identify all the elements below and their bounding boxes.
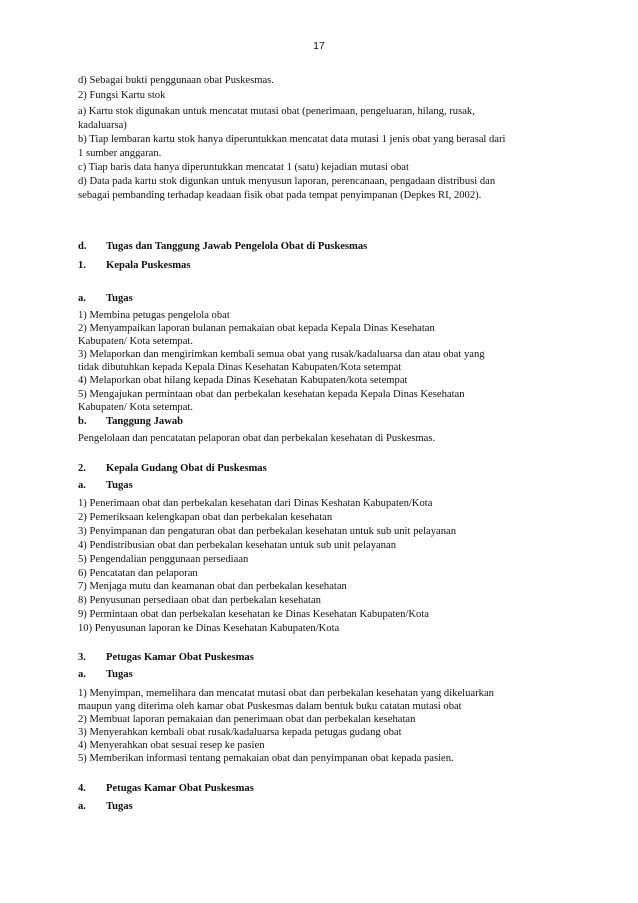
- list-item: 4) Melaporkan obat hilang kepada Dinas Kesehatan Kabupaten/kota setempat: [78, 375, 408, 386]
- text-line: d) Sebagai bukti penggunaan obat Puskesmas.: [78, 75, 274, 86]
- subsection-heading: 2. Kepala Gudang Obat di Puskesmas: [78, 463, 267, 474]
- list-item: 8) Penyusunan persediaan obat dan perbekalan kesehatan: [78, 595, 321, 606]
- text-line: d) Data pada kartu stok digunkan untuk menyusun laporan, perencanaan, pengadaan distribusi dan: [78, 176, 496, 187]
- list-item: 1) Menyimpan, memelihara dan mencatat mutasi obat dan perbekalan kesehatan yang dikeluarkan: [78, 688, 494, 699]
- subsection-title: Kepala Gudang Obat di Puskesmas: [106, 463, 267, 474]
- subheading-tugas: a. Tugas: [78, 480, 133, 491]
- list-item: 1) Penerimaan obat dan perbekalan kesehatan dari Dinas Keshatan Kabupaten/Kota: [78, 498, 433, 509]
- list-item: 2) Menyampaikan laporan bulanan pemakaian obat kepada Kepala Dinas Kesehatan: [78, 323, 435, 334]
- subsection-title: Petugas Kamar Obat Puskesmas: [106, 783, 254, 794]
- section-title: Tugas dan Tanggung Jawab Pengelola Obat di Puskesmas: [106, 241, 368, 252]
- list-item: 2) Membuat laporan pemakaian dan penerimaan obat dan perbekalan kesehatan: [78, 714, 416, 725]
- page-number: 17: [313, 40, 325, 52]
- subsection-title: Petugas Kamar Obat Puskesmas: [106, 652, 254, 663]
- list-item: 5) Memberikan informasi tentang pemakaian obat dan penyimpanan obat kepada pasien.: [78, 753, 454, 764]
- list-item: 7) Menjaga mutu dan keamanan obat dan perbekalan kesehatan: [78, 581, 347, 592]
- text-line: 1 sumber anggaran.: [78, 148, 162, 159]
- list-item: 4) Menyerahkan obat sesuai resep ke pasien: [78, 740, 265, 751]
- text-line: a) Kartu stok digunakan untuk mencatat mutasi obat (penerimaan, pengeluaran, hilang, rusak,: [78, 106, 475, 117]
- list-item-cont: tidak dibutuhkan kepada Kepala Dinas Kesehatan Kabupaten/Kota setempat: [78, 362, 402, 373]
- list-item: 5) Mengajukan permintaan obat dan perbekalan kesehatan kepada Kepala Dinas Kesehatan: [78, 389, 465, 400]
- text-line: kadaluarsa): [78, 120, 127, 131]
- list-item: 3) Melaporkan dan mengirimkan kembali semua obat yang rusak/kadaluarsa dan atau obat yang: [78, 349, 485, 360]
- list-item: 3) Penyimpanan dan pengaturan obat dan perbekalan kesehatan untuk sub unit pelayanan: [78, 526, 457, 537]
- list-item: 9) Permintaan obat dan perbekalan kesehatan ke Dinas Kesehatan Kabupaten/Kota: [78, 609, 429, 620]
- list-item: 5) Pengendalian penggunaan persediaan: [78, 554, 249, 565]
- subsection-heading: 4. Petugas Kamar Obat Puskesmas: [78, 783, 254, 794]
- text-line: 2) Fungsi Kartu stok: [78, 90, 166, 101]
- list-item: 10) Penyusunan laporan ke Dinas Kesehatan Kabupaten/Kota: [78, 623, 340, 634]
- subheading-tugas: a. Tugas: [78, 669, 133, 680]
- text-line: c) Tiap baris data hanya diperuntukkan mencatat 1 (satu) kejadian mutasi obat: [78, 162, 409, 173]
- paragraph: Pengelolaan dan pencatatan pelaporan obat dan perbekalan kesehatan di Puskesmas.: [78, 433, 436, 444]
- subsection-heading: 1. Kepala Puskesmas: [78, 260, 191, 271]
- list-item-cont: Kabupaten/ Kota setempat.: [78, 336, 194, 347]
- text-line: b) Tiap lembaran kartu stok hanya diperuntukkan mencatat data mutasi 1 jenis obat yang berasal dari: [78, 134, 506, 145]
- list-item: 1) Membina petugas pengelola obat: [78, 310, 230, 321]
- subheading-tanggung-jawab: b. Tanggung Jawab: [78, 416, 184, 427]
- section-number: d.: [78, 241, 87, 252]
- text-line: sebagai pembanding terhadap keadaan fisik obat pada tempat penyimpanan (Depkes RI, 2002).: [78, 190, 482, 201]
- list-item-cont: Kabupaten/ Kota setempat.: [78, 402, 194, 413]
- list-item: 3) Menyerahkan kembali obat rusak/kadaluarsa kepada petugas gudang obat: [78, 727, 402, 738]
- subheading-tugas: a. Tugas: [78, 801, 133, 812]
- subheading-tugas: a. Tugas: [78, 293, 133, 304]
- list-item-cont: maupun yang diterima oleh kamar obat Puskesmas dalam bentuk buku catatan mutasi obat: [78, 701, 462, 712]
- list-item: 2) Pemeriksaan kelengkapan obat dan perbekalan kesehatan: [78, 512, 333, 523]
- subsection-heading: 3. Petugas Kamar Obat Puskesmas: [78, 652, 254, 663]
- list-item: 4) Pendistribusian obat dan perbekalan kesehatan untuk sub unit pelayanan: [78, 540, 397, 551]
- section-heading: [78, 240, 367, 253]
- subsection-title: Kepala Puskesmas: [106, 260, 191, 271]
- list-item: 6) Pencatatan dan pelaporan: [78, 568, 198, 579]
